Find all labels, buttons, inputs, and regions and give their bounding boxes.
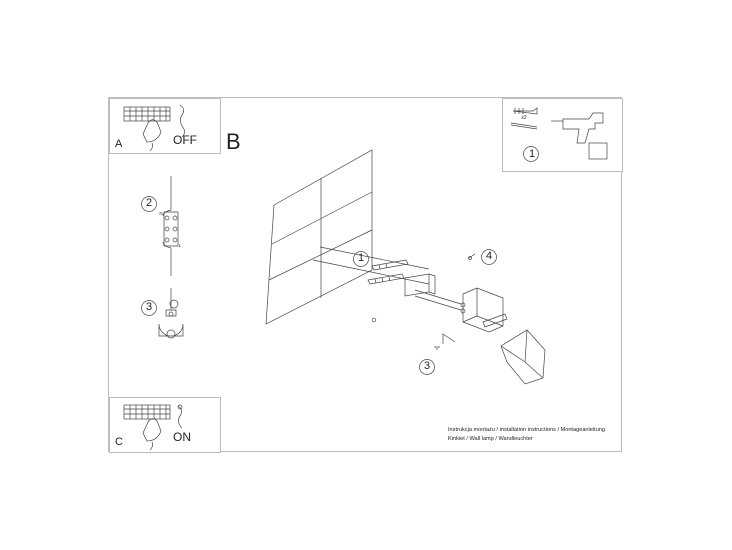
screw-callout-number: 4 bbox=[485, 250, 493, 262]
caption-product: Kinkiet / Wall lamp / Wandleuchter bbox=[448, 436, 533, 442]
polarity-l-label: L bbox=[178, 243, 182, 248]
step-a-letter: A bbox=[115, 138, 123, 150]
wall-mount-illustration bbox=[109, 98, 623, 453]
step-a-state-label: OFF bbox=[173, 133, 197, 147]
tools-callout-number: 1 bbox=[528, 148, 536, 160]
ground-detail-callout-number: 3 bbox=[145, 301, 153, 313]
ground-callout-number: 3 bbox=[423, 360, 431, 372]
step-b-letter: B bbox=[226, 129, 241, 154]
step-c-letter: C bbox=[115, 436, 123, 448]
step-c-state-label: ON bbox=[173, 430, 191, 444]
instruction-sheet bbox=[108, 97, 622, 452]
wire-callout-number: 2 bbox=[145, 197, 153, 209]
polarity-n-label: N bbox=[159, 211, 163, 216]
dowel-callout-number: 1 bbox=[357, 252, 365, 264]
tools-quantity: x2 bbox=[521, 115, 527, 121]
caption-instructions: Instrukcja montażu / installation instructions / Montageanleitung bbox=[448, 427, 606, 433]
